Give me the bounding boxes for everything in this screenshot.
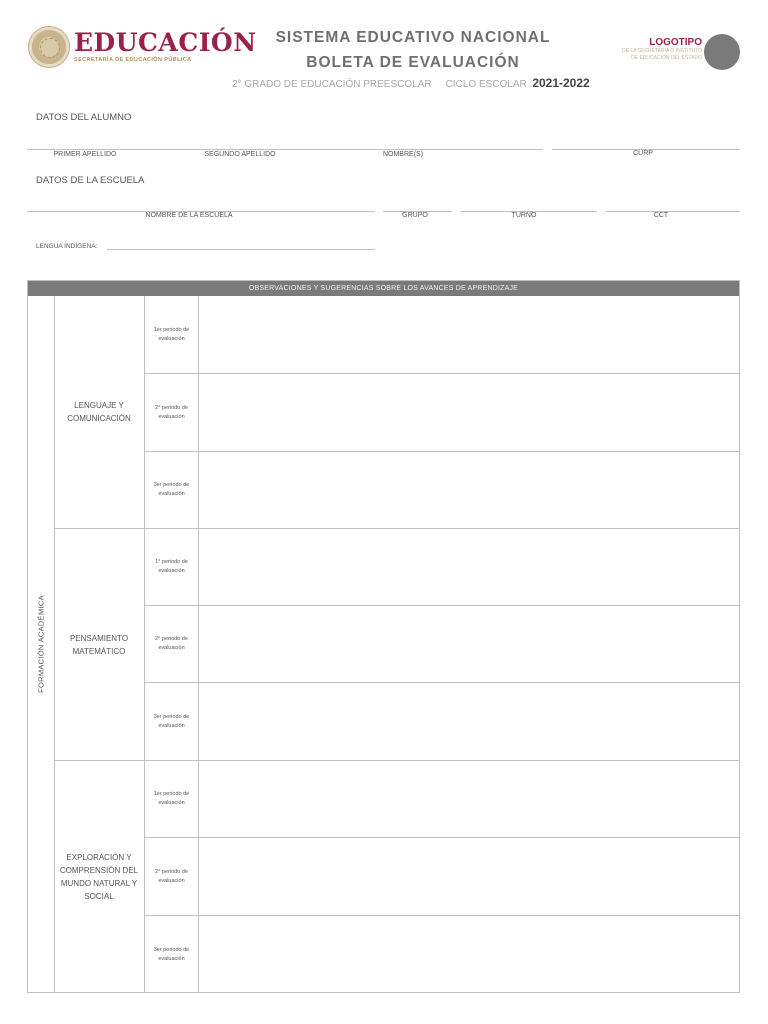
period-label: 2° periodo de evaluación	[155, 404, 188, 420]
area-label: LENGUAJE Y COMUNICACIÓN	[67, 401, 131, 423]
cct-label: CCT	[653, 212, 669, 219]
grade-label: 2° GRADO DE EDUCACIÓN PREESCOLAR	[232, 79, 432, 90]
school-name-label: NOMBRE DE LA ESCUELA	[145, 212, 233, 219]
lengua-indigena-label: LENGUA INDÍGENA:	[36, 243, 98, 250]
observation-cell[interactable]	[199, 838, 739, 916]
period-label: 2° periodo de evaluación	[155, 636, 188, 651]
observation-cell[interactable]	[199, 683, 739, 761]
logotipo-sub-2: DE EDUCACIÓN DEL ESTADO	[631, 55, 702, 61]
period-label: 1er periodo de evaluación	[153, 326, 190, 342]
logotipo-label: LOGOTIPO	[649, 37, 702, 48]
logotipo-sub-1: DE LA SECRETARÍA O INSTITUTO	[622, 48, 702, 54]
turno-label: TURNO	[511, 212, 537, 219]
observation-cell[interactable]	[199, 452, 739, 529]
period-label: 3er periodo de evaluación	[153, 946, 190, 962]
cycle-label: CICLO ESCOLAR :	[445, 79, 533, 90]
period-label: 3er periodo de evaluación	[153, 482, 190, 497]
table-header: OBSERVACIONES Y SUGERENCIAS SOBRE LOS AVANCES DE APRENDIZAJE	[28, 281, 739, 296]
sep-logo	[28, 26, 257, 72]
brand-name: EDUCACIÓN	[74, 28, 257, 57]
period-cell	[145, 606, 199, 683]
vertical-label-column	[28, 296, 55, 993]
period-cell	[145, 374, 199, 452]
segundo-apellido-label: SEGUNDO APELLIDO	[204, 151, 276, 158]
curp-label: CURP	[633, 150, 653, 157]
observation-cell[interactable]	[199, 529, 739, 606]
area-label: EXPLORACIÓN Y COMPRENSIÓN DEL MUNDO NATURAL Y SOCIAL	[59, 853, 139, 901]
period-label: 1° periodo de evaluación	[155, 559, 188, 574]
observation-cell[interactable]	[199, 916, 739, 993]
title-line-2: BOLETA DE EVALUACIÓN	[306, 54, 520, 71]
period-cell	[145, 838, 199, 916]
observation-cell[interactable]	[199, 374, 739, 452]
observation-cell[interactable]	[199, 606, 739, 683]
lengua-indigena-line[interactable]	[107, 249, 375, 250]
period-cell	[145, 296, 199, 374]
nombres-label: NOMBRE(S)	[382, 151, 424, 158]
period-label: 1er periodo de evaluación	[153, 791, 190, 806]
grade-cycle-line	[232, 76, 590, 90]
school-section-title: DATOS DE LA ESCUELA	[36, 175, 145, 186]
student-name-line[interactable]	[27, 149, 543, 150]
observation-cell[interactable]	[199, 761, 739, 838]
primer-apellido-label: PRIMER APELLIDO	[53, 151, 117, 158]
student-section-title: DATOS DEL ALUMNO	[36, 112, 132, 123]
period-label: 3er periodo de evaluación	[153, 713, 190, 729]
observation-cell[interactable]	[199, 296, 739, 374]
period-cell	[145, 916, 199, 993]
period-cell	[145, 683, 199, 761]
area-exploracion	[55, 761, 145, 993]
area-label: PENSAMIENTO MATEMÁTICO	[69, 633, 129, 656]
cycle-year: 2021-2022	[532, 76, 590, 90]
national-seal-icon	[28, 26, 70, 68]
formacion-academica-label: FORMACIÓN ACADÉMICA	[36, 595, 46, 693]
observations-table	[27, 280, 740, 993]
logo-circle-icon	[704, 34, 740, 70]
period-cell	[145, 529, 199, 606]
brand-subtitle: SECRETARÍA DE EDUCACIÓN PÚBLICA	[74, 57, 192, 63]
period-cell	[145, 452, 199, 529]
area-lenguaje	[55, 296, 145, 529]
grupo-label: GRUPO	[402, 212, 428, 219]
period-label: 2° periodo de evaluación	[155, 868, 188, 884]
state-logo-placeholder	[598, 37, 702, 62]
area-pensamiento	[55, 529, 145, 761]
period-cell	[145, 761, 199, 838]
title-line-1: SISTEMA EDUCATIVO NACIONAL	[275, 29, 551, 46]
